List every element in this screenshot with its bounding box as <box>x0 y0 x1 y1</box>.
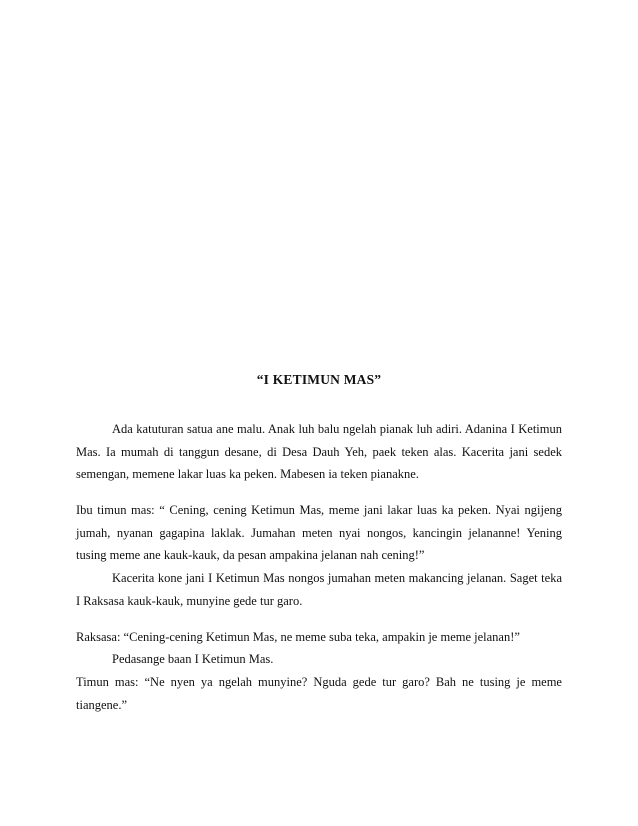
paragraph-ibu-dialogue: Ibu timun mas: “ Cening, cening Ketimun Mas, meme jani lakar luas ka peken. Nyai ngijeng jumah, nyanan gagapina laklak. Jumahan meten nyai nongos, kancingin jelananne! Yening tusing meme ane kauk-kauk, da pesan ampakina jelanan nah cening!” <box>76 503 562 563</box>
paragraph-raksasa-dialogue: Raksasa: “Cening-cening Ketimun Mas, ne meme suba teka, ampakin je meme jelanan!” <box>76 629 520 644</box>
paragraph-timun-dialogue: Timun mas: “Ne nyen ya ngelah munyine? Nguda gede tur garo? Bah ne tusing je meme tiangene.” <box>76 674 562 712</box>
paragraph-raksasa-arrives: Kacerita kone jani I Ketimun Mas nongos jumahan meten makancing jelanan. Saget teka I Raksasa kauk-kauk, munyine gede tur garo. <box>76 571 562 608</box>
paragraph-gap <box>76 612 562 626</box>
story-body <box>76 418 562 716</box>
paragraph-pedasange: Pedasange baan I Ketimun Mas. <box>112 652 274 667</box>
paragraph-intro: Ada katuturan satua ane malu. Anak luh balu ngelah pianak luh adiri. Adanina I Ketimun Mas. Ia mumah di tanggun desane, di Desa Dauh Yeh, paek teken alas. Kacerita jani sedek semengan, memene lakar luas ka peken. Mabesen ia teken pianakne. <box>76 422 562 482</box>
story-title: “I KETIMUN MAS” <box>256 372 382 387</box>
paragraph-gap <box>76 486 562 500</box>
